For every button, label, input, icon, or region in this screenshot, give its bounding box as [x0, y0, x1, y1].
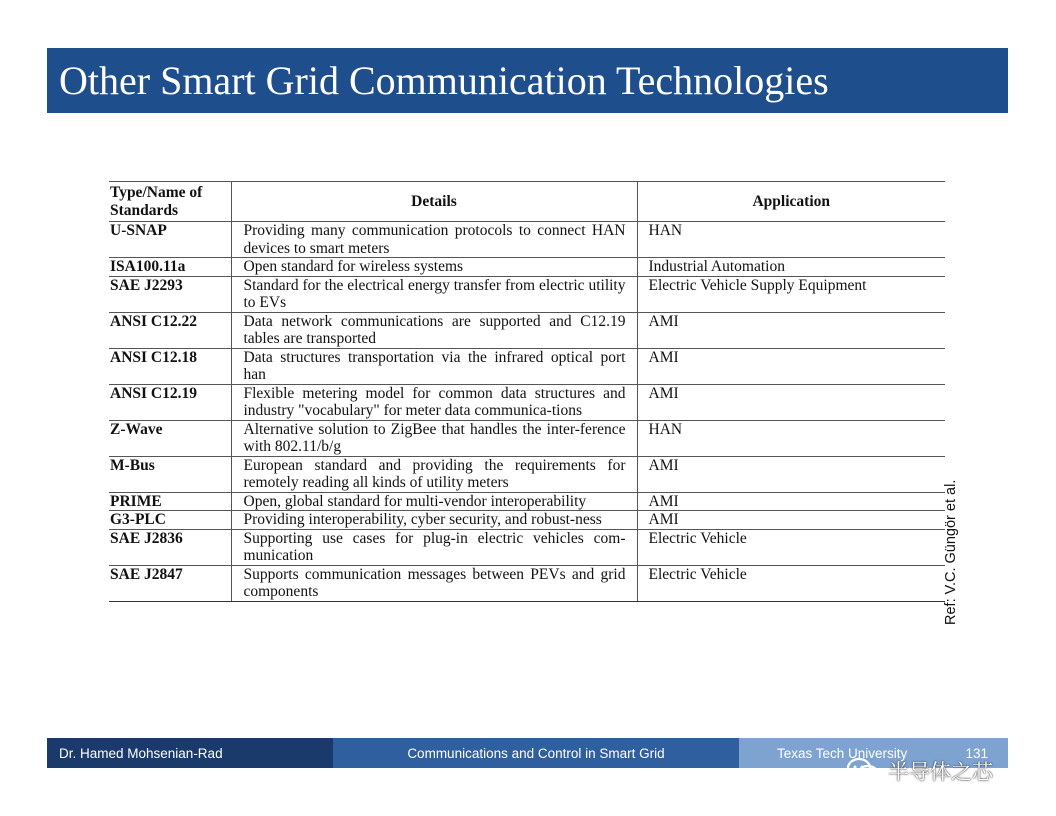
watermark-text: 半导体之芯: [888, 760, 993, 784]
standard-details: Open standard for wireless systems: [231, 258, 637, 277]
table-row: [109, 222, 945, 258]
standard-details: European standard and providing the requirements for remotely reading all kinds of utility meters: [231, 456, 637, 492]
standard-details: Supporting use cases for plug-in electric vehicles com-munication: [231, 529, 637, 565]
header-application: Application: [637, 182, 945, 222]
footer-page-number: 131: [965, 745, 988, 761]
reference-note: Ref: V.C. Güngör et al.: [943, 479, 959, 625]
standard-name: G3-PLC: [109, 511, 231, 530]
table-row: [109, 420, 945, 456]
standard-name: SAE J2293: [109, 276, 231, 312]
standards-table: [109, 181, 945, 602]
table-row: [109, 312, 945, 348]
standard-name: PRIME: [109, 492, 231, 511]
standard-application: AMI: [637, 312, 945, 348]
watermark: [846, 756, 993, 786]
table-row: [109, 258, 945, 277]
standard-name: ISA100.11a: [109, 258, 231, 277]
standard-details: Flexible metering model for common data structures and industry "vocabulary" for meter data communica-tions: [231, 384, 637, 420]
standard-details: Providing many communication protocols to connect HAN devices to smart meters: [231, 222, 637, 258]
footer-course: Communications and Control in Smart Grid: [333, 738, 739, 768]
standard-name: Z-Wave: [109, 420, 231, 456]
slide-title: Other Smart Grid Communication Technologies: [59, 57, 829, 103]
standard-details: Supports communication messages between PEVs and grid components: [231, 565, 637, 601]
standard-application: AMI: [637, 348, 945, 384]
table-row: [109, 348, 945, 384]
standard-details: Open, global standard for multi-vendor interoperability: [231, 492, 637, 511]
title-bar: [47, 48, 1008, 113]
standard-name: ANSI C12.22: [109, 312, 231, 348]
standard-name: SAE J2836: [109, 529, 231, 565]
standard-details: Providing interoperability, cyber security, and robust-ness: [231, 511, 637, 530]
table-row: [109, 384, 945, 420]
standard-application: HAN: [637, 222, 945, 258]
standard-details: Data structures transportation via the infrared optical port han: [231, 348, 637, 384]
standard-application: Industrial Automation: [637, 258, 945, 277]
table-row: [109, 456, 945, 492]
standard-name: U-SNAP: [109, 222, 231, 258]
table-header-row: [109, 182, 945, 222]
header-type-name: Type/Name of Standards: [109, 182, 231, 222]
standard-application: AMI: [637, 492, 945, 511]
table-row: [109, 492, 945, 511]
table-row: [109, 529, 945, 565]
footer-author: Dr. Hamed Mohsenian-Rad: [47, 738, 333, 768]
table-row: [109, 565, 945, 601]
standard-application: Electric Vehicle: [637, 529, 945, 565]
header-details: Details: [231, 182, 637, 222]
wechat-icon: [846, 757, 880, 785]
standard-name: ANSI C12.19: [109, 384, 231, 420]
standard-application: Electric Vehicle Supply Equipment: [637, 276, 945, 312]
table-row: [109, 511, 945, 530]
standard-name: SAE J2847: [109, 565, 231, 601]
standard-details: Data network communications are supported and C12.19 tables are transported: [231, 312, 637, 348]
footer-university: Texas Tech University: [777, 745, 908, 761]
standard-name: ANSI C12.18: [109, 348, 231, 384]
standard-name: M-Bus: [109, 456, 231, 492]
table-row: [109, 276, 945, 312]
standard-application: AMI: [637, 456, 945, 492]
standard-details: Standard for the electrical energy transfer from electric utility to EVs: [231, 276, 637, 312]
standard-application: AMI: [637, 511, 945, 530]
standard-application: AMI: [637, 384, 945, 420]
standard-application: HAN: [637, 420, 945, 456]
standard-application: Electric Vehicle: [637, 565, 945, 601]
standard-details: Alternative solution to ZigBee that handles the inter-ference with 802.11/b/g: [231, 420, 637, 456]
